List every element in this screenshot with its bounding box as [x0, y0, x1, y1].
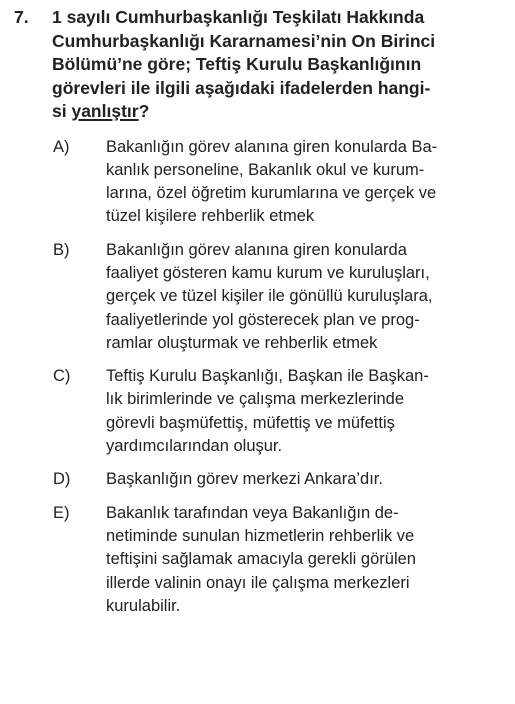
option-line: Başkanlığın görev merkezi Ankara’dır. [106, 470, 383, 489]
question-stem [52, 6, 492, 124]
option-text [106, 502, 509, 618]
option-letter: D) [53, 470, 71, 489]
option-d[interactable] [14, 468, 509, 491]
option-text [106, 239, 509, 355]
option-line: lık birimlerinde ve çalışma merkezlerinde [106, 390, 405, 409]
option-line: larına, özel öğretim kurumlarına ve gerçek ve [106, 184, 437, 203]
question-block [14, 6, 509, 628]
option-line: Bakanlığın görev alanına giren konularda [106, 240, 407, 259]
option-line: tüzel kişilere rehberlik etmek [106, 207, 315, 226]
option-e[interactable] [14, 502, 509, 618]
stem-line: görevleri ile ilgili aşağıdaki ifadelerden hangi- [52, 77, 431, 98]
stem-line: Cumhurbaşkanlığı Kararnamesi’nin On Birinci [52, 30, 436, 51]
option-text [106, 468, 509, 491]
option-letter: B) [53, 240, 70, 259]
option-letter: E) [53, 503, 70, 522]
option-text [106, 136, 509, 229]
stem-underlined-word: yanlıştır [71, 101, 139, 121]
option-line: yardımcılarından oluşur. [106, 437, 283, 456]
option-line: Teftiş Kurulu Başkanlığı, Başkan ile Başkan- [106, 367, 429, 386]
option-letter: A) [53, 137, 70, 156]
option-letter: C) [53, 367, 71, 386]
option-line: gerçek ve tüzel kişiler ile gönüllü kuruluşlara, [106, 287, 433, 306]
option-c[interactable] [14, 365, 509, 458]
option-line: kurulabilir. [106, 596, 181, 615]
option-line: teftişini sağlamak amacıyla gerekli görülen [106, 550, 416, 569]
option-line: görevli başmüfettiş, müfettiş ve müfettiş [106, 413, 395, 432]
answer-options [14, 136, 509, 619]
stem-last-suffix: ? [138, 101, 150, 121]
option-line: faaliyet gösteren kamu kurum ve kuruluşları, [106, 263, 430, 282]
stem-last-prefix: si [52, 101, 72, 121]
option-line: illerde valinin onayı ile çalışma merkezleri [106, 573, 410, 592]
option-line: kanlık personeline, Bakanlık okul ve kurum- [106, 160, 425, 179]
option-line: Bakanlığın görev alanına giren konularda Ba- [106, 137, 438, 156]
option-line: ramlar oluşturmak ve rehberlik etmek [106, 333, 378, 352]
stem-line: 1 sayılı Cumhurbaşkanlığı Teşkilatı Hakkında [52, 7, 425, 27]
option-line: netiminde sunulan hizmetlerin rehberlik ve [106, 526, 415, 545]
option-line: Bakanlık tarafından veya Bakanlığın de- [106, 503, 399, 522]
stem-line-last [52, 100, 492, 124]
option-line: faaliyetlerinde yol gösterecek plan ve prog- [106, 310, 420, 329]
option-b[interactable] [14, 239, 509, 355]
stem-line: Bölümü’ne göre; Teftiş Kurulu Başkanlığının [52, 54, 422, 74]
question-number: 7. [14, 7, 29, 27]
question-header [14, 6, 509, 124]
option-text [106, 365, 509, 458]
option-a[interactable] [14, 136, 509, 229]
